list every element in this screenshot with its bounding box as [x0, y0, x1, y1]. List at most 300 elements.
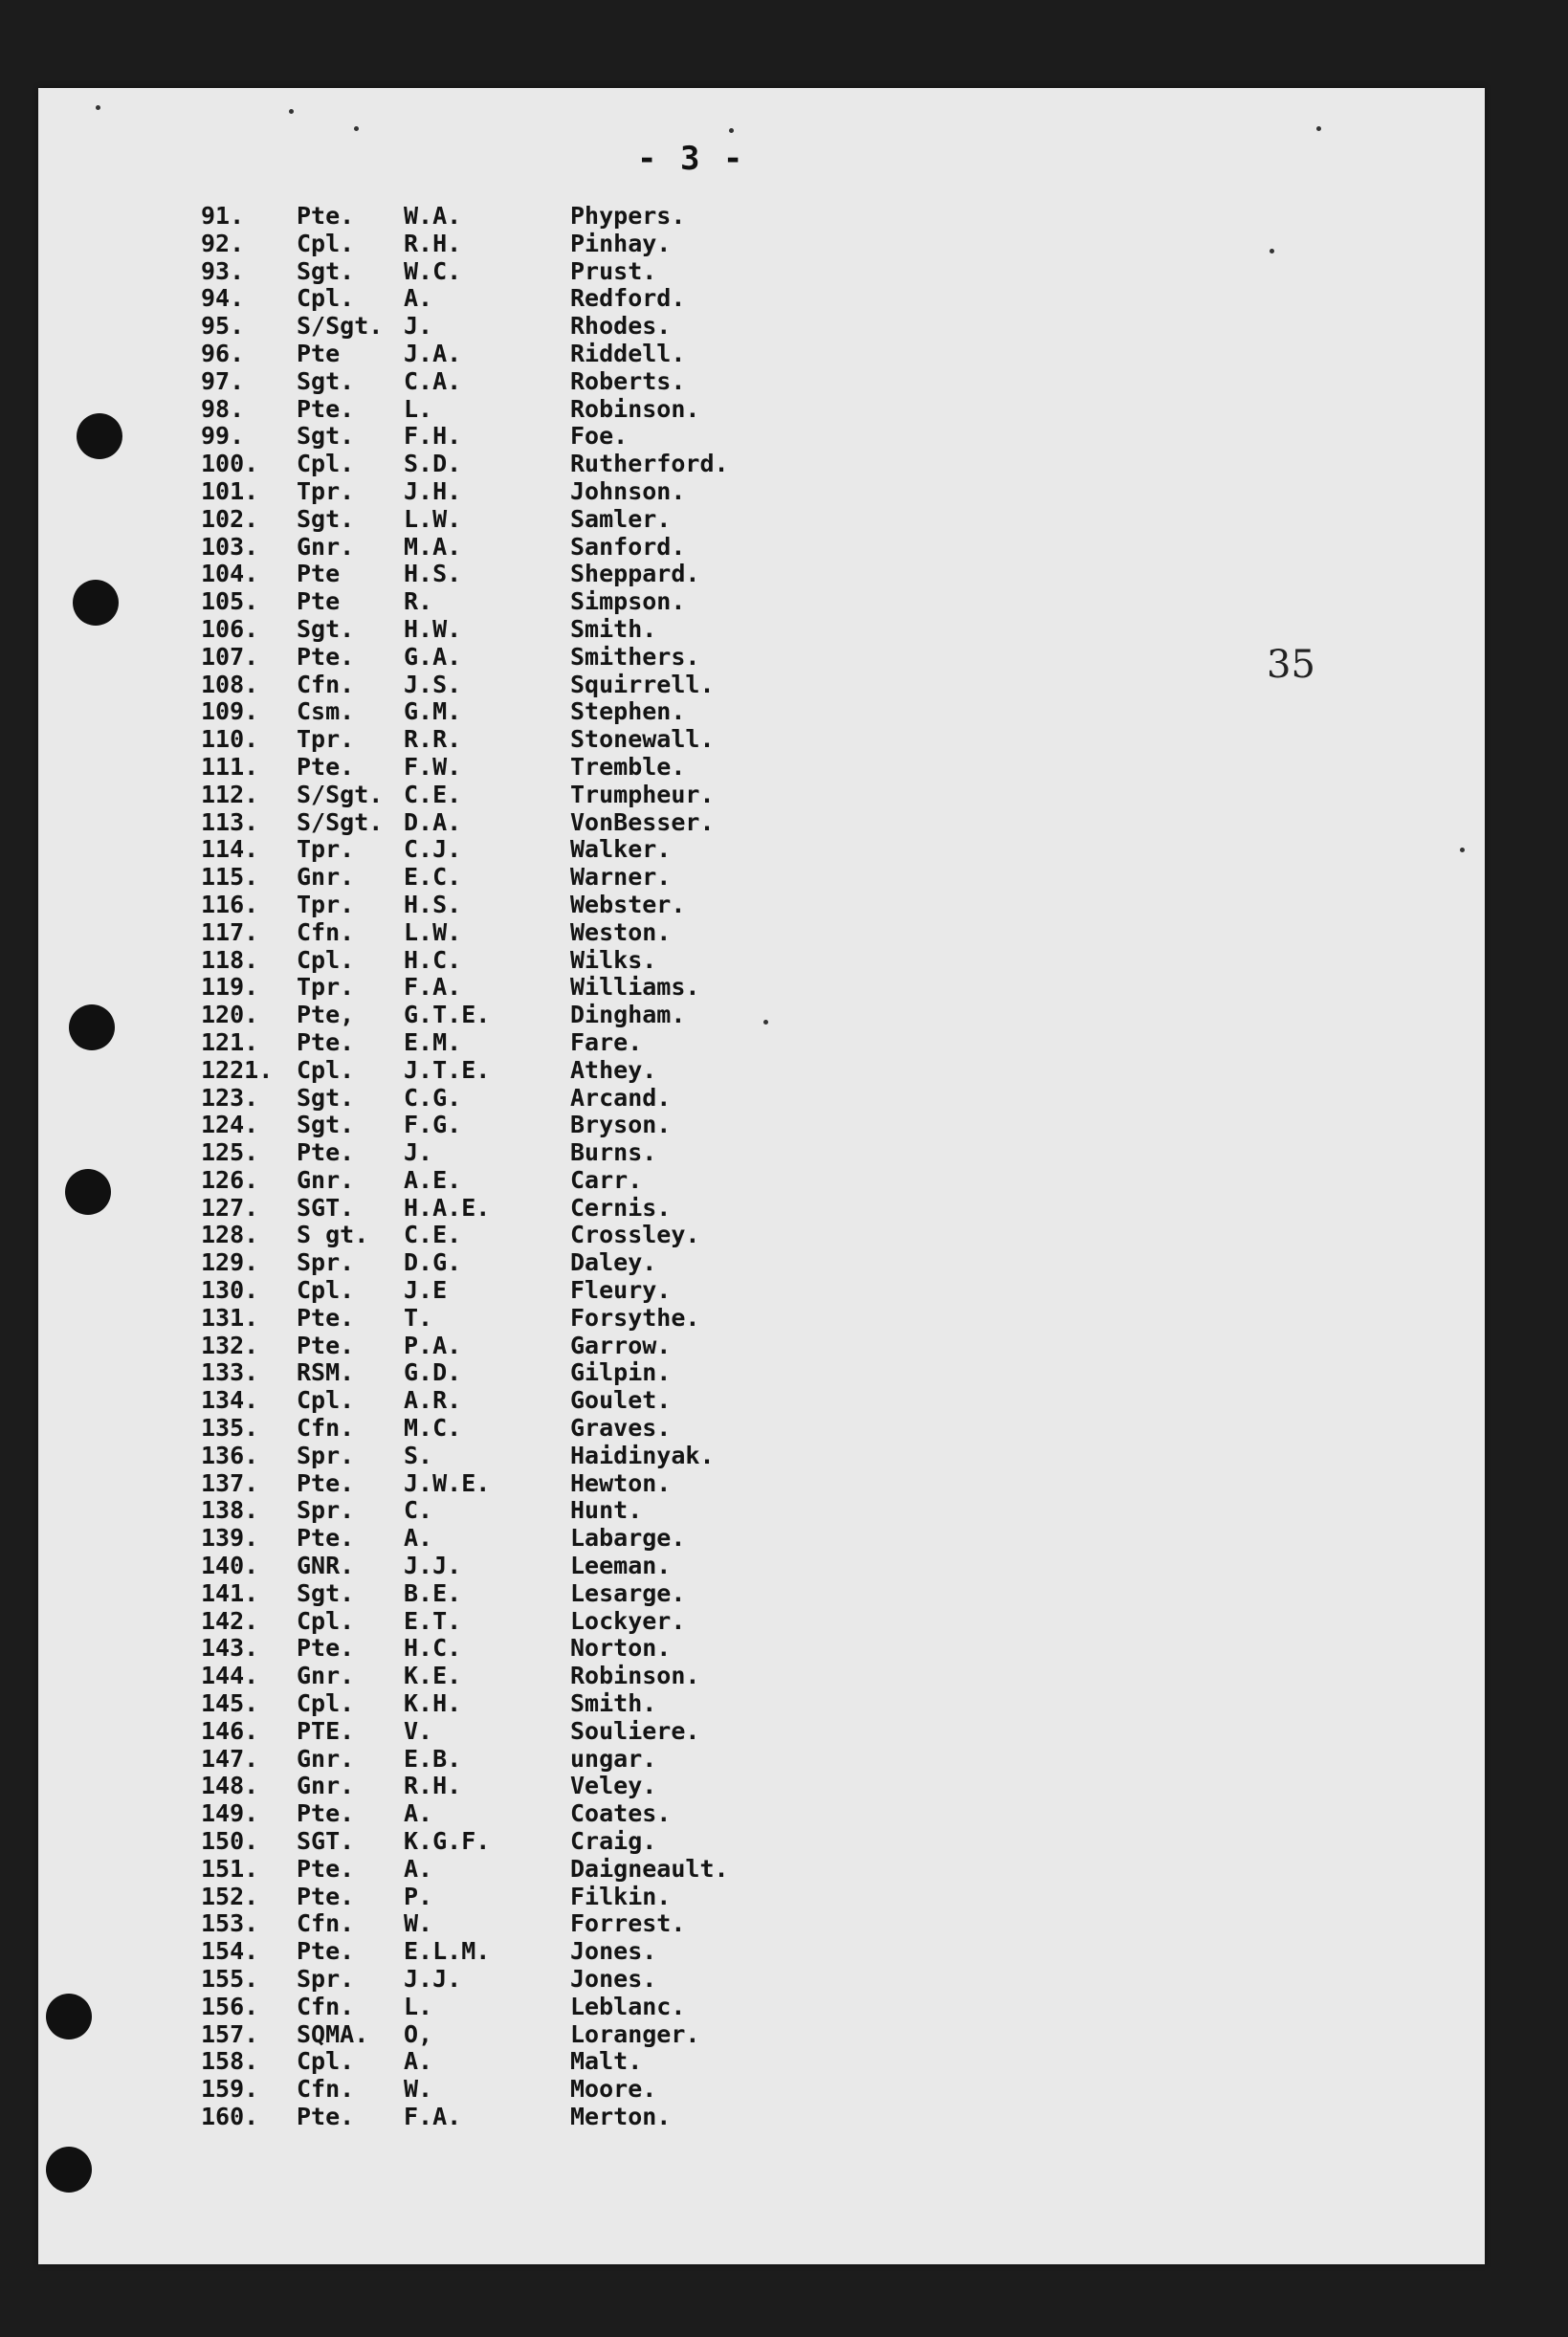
roster-rank: Sgt.	[297, 1578, 355, 1607]
roster-initials: R.H.	[404, 1772, 462, 1800]
roster-initials: G.T.E.	[404, 1001, 491, 1029]
roster-rank: Tpr.	[297, 725, 355, 754]
roster-surname: Fleury.	[570, 1276, 672, 1305]
roster-surname: Norton.	[570, 1634, 672, 1663]
roster-number: 104.	[201, 560, 259, 588]
punch-hole	[46, 2147, 92, 2193]
roster-surname: Goulet.	[570, 1386, 672, 1415]
roster-initials: A.	[404, 1854, 433, 1883]
roster-surname: Robinson.	[570, 394, 700, 423]
roster-number: 137.	[201, 1468, 259, 1497]
roster-surname: Sheppard.	[570, 560, 700, 588]
roster-initials: L.W.	[404, 917, 462, 946]
roster-number: 144.	[201, 1662, 259, 1690]
roster-number: 133.	[201, 1358, 259, 1387]
roster-rank: S/Sgt.	[297, 807, 384, 836]
roster-rank: Pte.	[297, 1799, 355, 1828]
roster-number: 145.	[201, 1689, 259, 1718]
roster-row	[191, 1195, 918, 1223]
roster-rank: Sgt.	[297, 1083, 355, 1112]
page-number: - 3 -	[637, 140, 745, 178]
roster-number: 98.	[201, 394, 245, 423]
roster-rank: Sgt.	[297, 504, 355, 533]
roster-number: 131.	[201, 1303, 259, 1332]
roster-initials: J.J.	[404, 1965, 462, 1993]
folio-number: 35	[1267, 643, 1315, 687]
roster-row	[191, 1608, 918, 1636]
roster-initials: R.R.	[404, 725, 462, 754]
roster-surname: Lockyer.	[570, 1606, 686, 1635]
roster-initials: P.	[404, 1882, 433, 1910]
roster-row	[191, 506, 918, 534]
roster-row	[191, 1497, 918, 1525]
roster-surname: Fare.	[570, 1027, 643, 1056]
roster-initials: P.A.	[404, 1331, 462, 1359]
punch-hole	[69, 1004, 115, 1050]
roster-surname: Simpson.	[570, 587, 686, 616]
roster-row	[191, 1277, 918, 1305]
roster-row	[191, 1800, 918, 1828]
roster-surname: Tremble.	[570, 752, 686, 781]
roster-number: 123.	[201, 1083, 259, 1112]
roster-number: 140.	[201, 1552, 259, 1580]
roster-rank: Cpl.	[297, 229, 355, 257]
roster-initials: C.E.	[404, 1221, 462, 1249]
roster-rank: Pte.	[297, 1138, 355, 1167]
roster-rank: Cfn.	[297, 1414, 355, 1443]
roster-initials: A.	[404, 2047, 433, 2076]
roster-number: 113.	[201, 807, 259, 836]
roster-initials: E.B.	[404, 1744, 462, 1773]
roster-row	[191, 754, 918, 782]
roster-surname: Arcand.	[570, 1083, 672, 1112]
roster-initials: J.E	[404, 1276, 448, 1305]
roster-surname: Labarge.	[570, 1524, 686, 1553]
roster-surname: Gilpin.	[570, 1358, 672, 1387]
roster-row	[191, 2021, 918, 2049]
roster-initials: H.A.E.	[404, 1193, 491, 1222]
roster-row	[191, 726, 918, 754]
roster-surname: Athey.	[570, 1055, 657, 1084]
roster-row	[191, 836, 918, 864]
roster-surname: Craig.	[570, 1827, 657, 1856]
roster-surname: Wilks.	[570, 945, 657, 974]
punch-hole	[65, 1169, 111, 1215]
roster-initials: C.J.	[404, 835, 462, 864]
roster-number: 152.	[201, 1882, 259, 1910]
roster-rank: Cpl.	[297, 1386, 355, 1415]
roster-rank: PTE.	[297, 1716, 355, 1745]
roster-number: 126.	[201, 1165, 259, 1194]
roster-number: 109.	[201, 697, 259, 726]
roster-number: 139.	[201, 1524, 259, 1553]
roster-initials: C.G.	[404, 1083, 462, 1112]
roster-rank: Sgt.	[297, 256, 355, 285]
roster-initials: K.H.	[404, 1689, 462, 1718]
roster-rank: Cpl.	[297, 1689, 355, 1718]
roster-rank: Gnr.	[297, 1744, 355, 1773]
roster-number: 143.	[201, 1634, 259, 1663]
roster-number: 107.	[201, 642, 259, 671]
roster-row	[191, 1002, 918, 1029]
roster-row	[191, 1580, 918, 1608]
roster-number: 134.	[201, 1386, 259, 1415]
roster-number: 160.	[201, 2102, 259, 2130]
roster-surname: Johnson.	[570, 476, 686, 505]
roster-row	[191, 1029, 918, 1057]
roster-surname: Sanford.	[570, 532, 686, 561]
roster-number: 146.	[201, 1716, 259, 1745]
roster-row	[191, 1856, 918, 1884]
roster-rank: Pte.	[297, 1027, 355, 1056]
roster-row	[191, 1359, 918, 1387]
roster-row	[191, 864, 918, 892]
roster-surname: Graves.	[570, 1414, 672, 1443]
roster-number: 149.	[201, 1799, 259, 1828]
roster-surname: Roberts.	[570, 366, 686, 395]
roster-surname: Squirrell.	[570, 670, 715, 698]
roster-rank: Cfn.	[297, 1992, 355, 2020]
roster-rank: Cpl.	[297, 450, 355, 478]
roster-initials: F.W.	[404, 752, 462, 781]
roster-surname: Daigneault.	[570, 1854, 729, 1883]
roster-surname: Souliere.	[570, 1716, 700, 1745]
roster-number: 119.	[201, 973, 259, 1002]
roster-number: 110.	[201, 725, 259, 754]
roster-row	[191, 1910, 918, 1938]
roster-number: 147.	[201, 1744, 259, 1773]
roster-surname: Smith.	[570, 614, 657, 643]
roster-number: 93.	[201, 256, 245, 285]
roster-row	[191, 341, 918, 368]
roster-number: 116.	[201, 890, 259, 918]
roster-rank: Tpr.	[297, 973, 355, 1002]
roster-row	[191, 892, 918, 919]
roster-row	[191, 1663, 918, 1690]
roster-number: 136.	[201, 1441, 259, 1469]
roster-initials: G.A.	[404, 642, 462, 671]
roster-row	[191, 1718, 918, 1746]
roster-initials: J.H.	[404, 476, 462, 505]
roster-rank: Pte.	[297, 752, 355, 781]
roster-initials: C.E.	[404, 780, 462, 808]
roster-rank: Pte.	[297, 1524, 355, 1553]
roster-row	[191, 396, 918, 424]
roster-rank: Gnr.	[297, 1165, 355, 1194]
roster-number: 132.	[201, 1331, 259, 1359]
roster-row	[191, 1470, 918, 1498]
roster-rank: Cfn.	[297, 670, 355, 698]
roster-rank: Pte	[297, 560, 341, 588]
roster-initials: H.W.	[404, 614, 462, 643]
roster-rank: Cfn.	[297, 2075, 355, 2104]
roster-row	[191, 1249, 918, 1277]
roster-surname: Rutherford.	[570, 450, 729, 478]
roster-row	[191, 616, 918, 644]
roster-surname: Riddell.	[570, 339, 686, 367]
roster-rank: Pte.	[297, 1634, 355, 1663]
roster-number: 129.	[201, 1248, 259, 1277]
roster-surname: Dingham.	[570, 1001, 686, 1029]
roster-initials: L.W.	[404, 504, 462, 533]
roster-row	[191, 1828, 918, 1856]
roster-rank: Pte.	[297, 394, 355, 423]
roster-rank: Spr.	[297, 1496, 355, 1525]
roster-initials: F.A.	[404, 2102, 462, 2130]
roster-initials: D.G.	[404, 1248, 462, 1277]
roster-number: 157.	[201, 2019, 259, 2048]
roster-row	[191, 423, 918, 451]
roster-rank: Gnr.	[297, 532, 355, 561]
dust-speck	[1270, 249, 1274, 254]
roster-number: 108.	[201, 670, 259, 698]
roster-surname: Smith.	[570, 1689, 657, 1718]
roster-rank: Pte.	[297, 202, 355, 230]
roster-row	[191, 1966, 918, 1994]
roster-number: 158.	[201, 2047, 259, 2076]
roster-initials: J.	[404, 1138, 433, 1167]
roster-surname: Redford.	[570, 284, 686, 313]
roster-number: 97.	[201, 366, 245, 395]
roster-initials: M.A.	[404, 532, 462, 561]
roster-number: 127.	[201, 1193, 259, 1222]
roster-surname: Hunt.	[570, 1496, 643, 1525]
roster-rank: Sgt.	[297, 422, 355, 451]
roster-number: 95.	[201, 312, 245, 341]
roster-surname: Williams.	[570, 973, 700, 1002]
roster-rank: Cpl.	[297, 284, 355, 313]
roster-surname: Smithers.	[570, 642, 700, 671]
roster-rank: Sgt.	[297, 1111, 355, 1139]
roster-row	[191, 1938, 918, 1966]
roster-surname: Haidinyak.	[570, 1441, 715, 1469]
roster-surname: Merton.	[570, 2102, 672, 2130]
roster-initials: A.	[404, 1524, 433, 1553]
dust-speck	[1460, 848, 1465, 852]
roster-row	[191, 698, 918, 726]
roster-rank: Pte,	[297, 1001, 355, 1029]
roster-rank: Spr.	[297, 1441, 355, 1469]
roster-number: 153.	[201, 1909, 259, 1938]
roster-rank: Cfn.	[297, 1909, 355, 1938]
roster-row	[191, 782, 918, 809]
roster-surname: Jones.	[570, 1937, 657, 1966]
roster-number: 141.	[201, 1578, 259, 1607]
roster-initials: C.A.	[404, 366, 462, 395]
roster-row	[191, 478, 918, 506]
roster-number: 112.	[201, 780, 259, 808]
roster-rank: Pte.	[297, 1331, 355, 1359]
roster-initials: K.E.	[404, 1662, 462, 1690]
roster-surname: Foe.	[570, 422, 629, 451]
dust-speck	[1316, 126, 1321, 131]
roster-row	[191, 1057, 918, 1085]
punch-hole	[73, 580, 119, 626]
roster-rank: Pte.	[297, 1303, 355, 1332]
roster-number: 121.	[201, 1027, 259, 1056]
roster-rank: Pte.	[297, 1937, 355, 1966]
roster-initials: S.D.	[404, 450, 462, 478]
roster-number: 154.	[201, 1937, 259, 1966]
roster-number: 111.	[201, 752, 259, 781]
roster-initials: J.	[404, 312, 433, 341]
roster-initials: F.G.	[404, 1111, 462, 1139]
roster-number: 125.	[201, 1138, 259, 1167]
roster-number: 96.	[201, 339, 245, 367]
roster-row	[191, 1112, 918, 1139]
roster-surname: Veley.	[570, 1772, 657, 1800]
roster-surname: Trumpheur.	[570, 780, 715, 808]
roster-initials: R.	[404, 587, 433, 616]
roster-number: 99.	[201, 422, 245, 451]
roster-initials: S.	[404, 1441, 433, 1469]
roster-initials: F.A.	[404, 973, 462, 1002]
roster-surname: Webster.	[570, 890, 686, 918]
roster-surname: Pinhay.	[570, 229, 672, 257]
roster-rank: Pte.	[297, 2102, 355, 2130]
roster-surname: Forrest.	[570, 1909, 686, 1938]
roster-row	[191, 1387, 918, 1415]
roster-row	[191, 1773, 918, 1800]
roster-number: 105.	[201, 587, 259, 616]
roster-row	[191, 203, 918, 231]
roster-number: 118.	[201, 945, 259, 974]
roster-rank: Tpr.	[297, 476, 355, 505]
roster-row	[191, 561, 918, 588]
roster-initials: T.	[404, 1303, 433, 1332]
roster-initials: K.G.F.	[404, 1827, 491, 1856]
roster-rank: S gt.	[297, 1221, 369, 1249]
roster-rank: Tpr.	[297, 890, 355, 918]
roster-rank: Sgt.	[297, 366, 355, 395]
roster-initials: W.C.	[404, 256, 462, 285]
roster-rank: S/Sgt.	[297, 780, 384, 808]
roster-initials: L.	[404, 394, 433, 423]
roster-initials: E.M.	[404, 1027, 462, 1056]
roster-row	[191, 1635, 918, 1663]
roster-initials: R.H.	[404, 229, 462, 257]
roster-row	[191, 1525, 918, 1553]
roster-row	[191, 1443, 918, 1470]
roster-initials: J.T.E.	[404, 1055, 491, 1084]
roster-row	[191, 1222, 918, 1249]
roster-initials: W.A.	[404, 202, 462, 230]
roster-number: 128.	[201, 1221, 259, 1249]
roster-surname: Crossley.	[570, 1221, 700, 1249]
roster-initials: V.	[404, 1716, 433, 1745]
dust-speck	[96, 105, 100, 110]
roster-rank: Pte.	[297, 1468, 355, 1497]
roster-initials: H.C.	[404, 945, 462, 974]
roster-surname: Moore.	[570, 2075, 657, 2104]
roster-initials: H.C.	[404, 1634, 462, 1663]
roster-initials: C.	[404, 1496, 433, 1525]
roster-row	[191, 258, 918, 286]
roster-number: 135.	[201, 1414, 259, 1443]
roster-surname: Lesarge.	[570, 1578, 686, 1607]
roster-surname: ungar.	[570, 1744, 657, 1773]
roster-surname: Jones.	[570, 1965, 657, 1993]
roster-initials: O,	[404, 2019, 433, 2048]
roster-rank: Spr.	[297, 1965, 355, 1993]
roster-initials: A.	[404, 284, 433, 313]
roster-row	[191, 368, 918, 396]
roster-number: 124.	[201, 1111, 259, 1139]
roster-row	[191, 1746, 918, 1774]
roster-number: 130.	[201, 1276, 259, 1305]
roster-rank: Cfn.	[297, 917, 355, 946]
roster-rank: SQMA.	[297, 2019, 369, 2048]
roster-number: 1221.	[201, 1055, 274, 1084]
roster-number: 115.	[201, 863, 259, 892]
roster-initials: A.	[404, 1799, 433, 1828]
roster-rank: Gnr.	[297, 1772, 355, 1800]
roster-initials: J.S.	[404, 670, 462, 698]
roster-surname: Stephen.	[570, 697, 686, 726]
roster-row	[191, 231, 918, 258]
roster-rank: Cpl.	[297, 1055, 355, 1084]
roster-row	[191, 672, 918, 699]
roster-number: 94.	[201, 284, 245, 313]
roster-surname: Rhodes.	[570, 312, 672, 341]
roster-surname: Burns.	[570, 1138, 657, 1167]
roster-number: 106.	[201, 614, 259, 643]
roster-number: 120.	[201, 1001, 259, 1029]
roster-rank: SGT.	[297, 1193, 355, 1222]
roster-row	[191, 1884, 918, 1911]
roster-row	[191, 534, 918, 562]
roster-initials: L.	[404, 1992, 433, 2020]
roster-number: 159.	[201, 2075, 259, 2104]
roster-rank: Gnr.	[297, 1662, 355, 1690]
roster-surname: Garrow.	[570, 1331, 672, 1359]
roster-number: 138.	[201, 1496, 259, 1525]
roster-surname: Coates.	[570, 1799, 672, 1828]
roster-initials: F.H.	[404, 422, 462, 451]
roster-surname: Prust.	[570, 256, 657, 285]
roster-surname: Loranger.	[570, 2019, 700, 2048]
roster-surname: Hewton.	[570, 1468, 672, 1497]
roster-surname: Malt.	[570, 2047, 643, 2076]
roster-surname: Filkin.	[570, 1882, 672, 1910]
roster-row	[191, 1553, 918, 1580]
roster-rank: Pte.	[297, 1882, 355, 1910]
roster-initials: G.D.	[404, 1358, 462, 1387]
roster-surname: Forsythe.	[570, 1303, 700, 1332]
personnel-roster	[191, 203, 918, 2131]
roster-number: 151.	[201, 1854, 259, 1883]
roster-surname: Weston.	[570, 917, 672, 946]
roster-number: 102.	[201, 504, 259, 533]
roster-row	[191, 644, 918, 672]
roster-surname: Robinson.	[570, 1662, 700, 1690]
roster-initials: J.W.E.	[404, 1468, 491, 1497]
roster-initials: J.A.	[404, 339, 462, 367]
roster-row	[191, 313, 918, 341]
roster-row	[191, 1139, 918, 1167]
roster-number: 100.	[201, 450, 259, 478]
roster-initials: E.C.	[404, 863, 462, 892]
roster-rank: GNR.	[297, 1552, 355, 1580]
roster-row	[191, 2104, 918, 2131]
roster-row	[191, 1415, 918, 1443]
roster-rank: Csm.	[297, 697, 355, 726]
roster-rank: Pte.	[297, 642, 355, 671]
roster-number: 148.	[201, 1772, 259, 1800]
roster-initials: E.T.	[404, 1606, 462, 1635]
roster-rank: Gnr.	[297, 863, 355, 892]
roster-rank: Tpr.	[297, 835, 355, 864]
